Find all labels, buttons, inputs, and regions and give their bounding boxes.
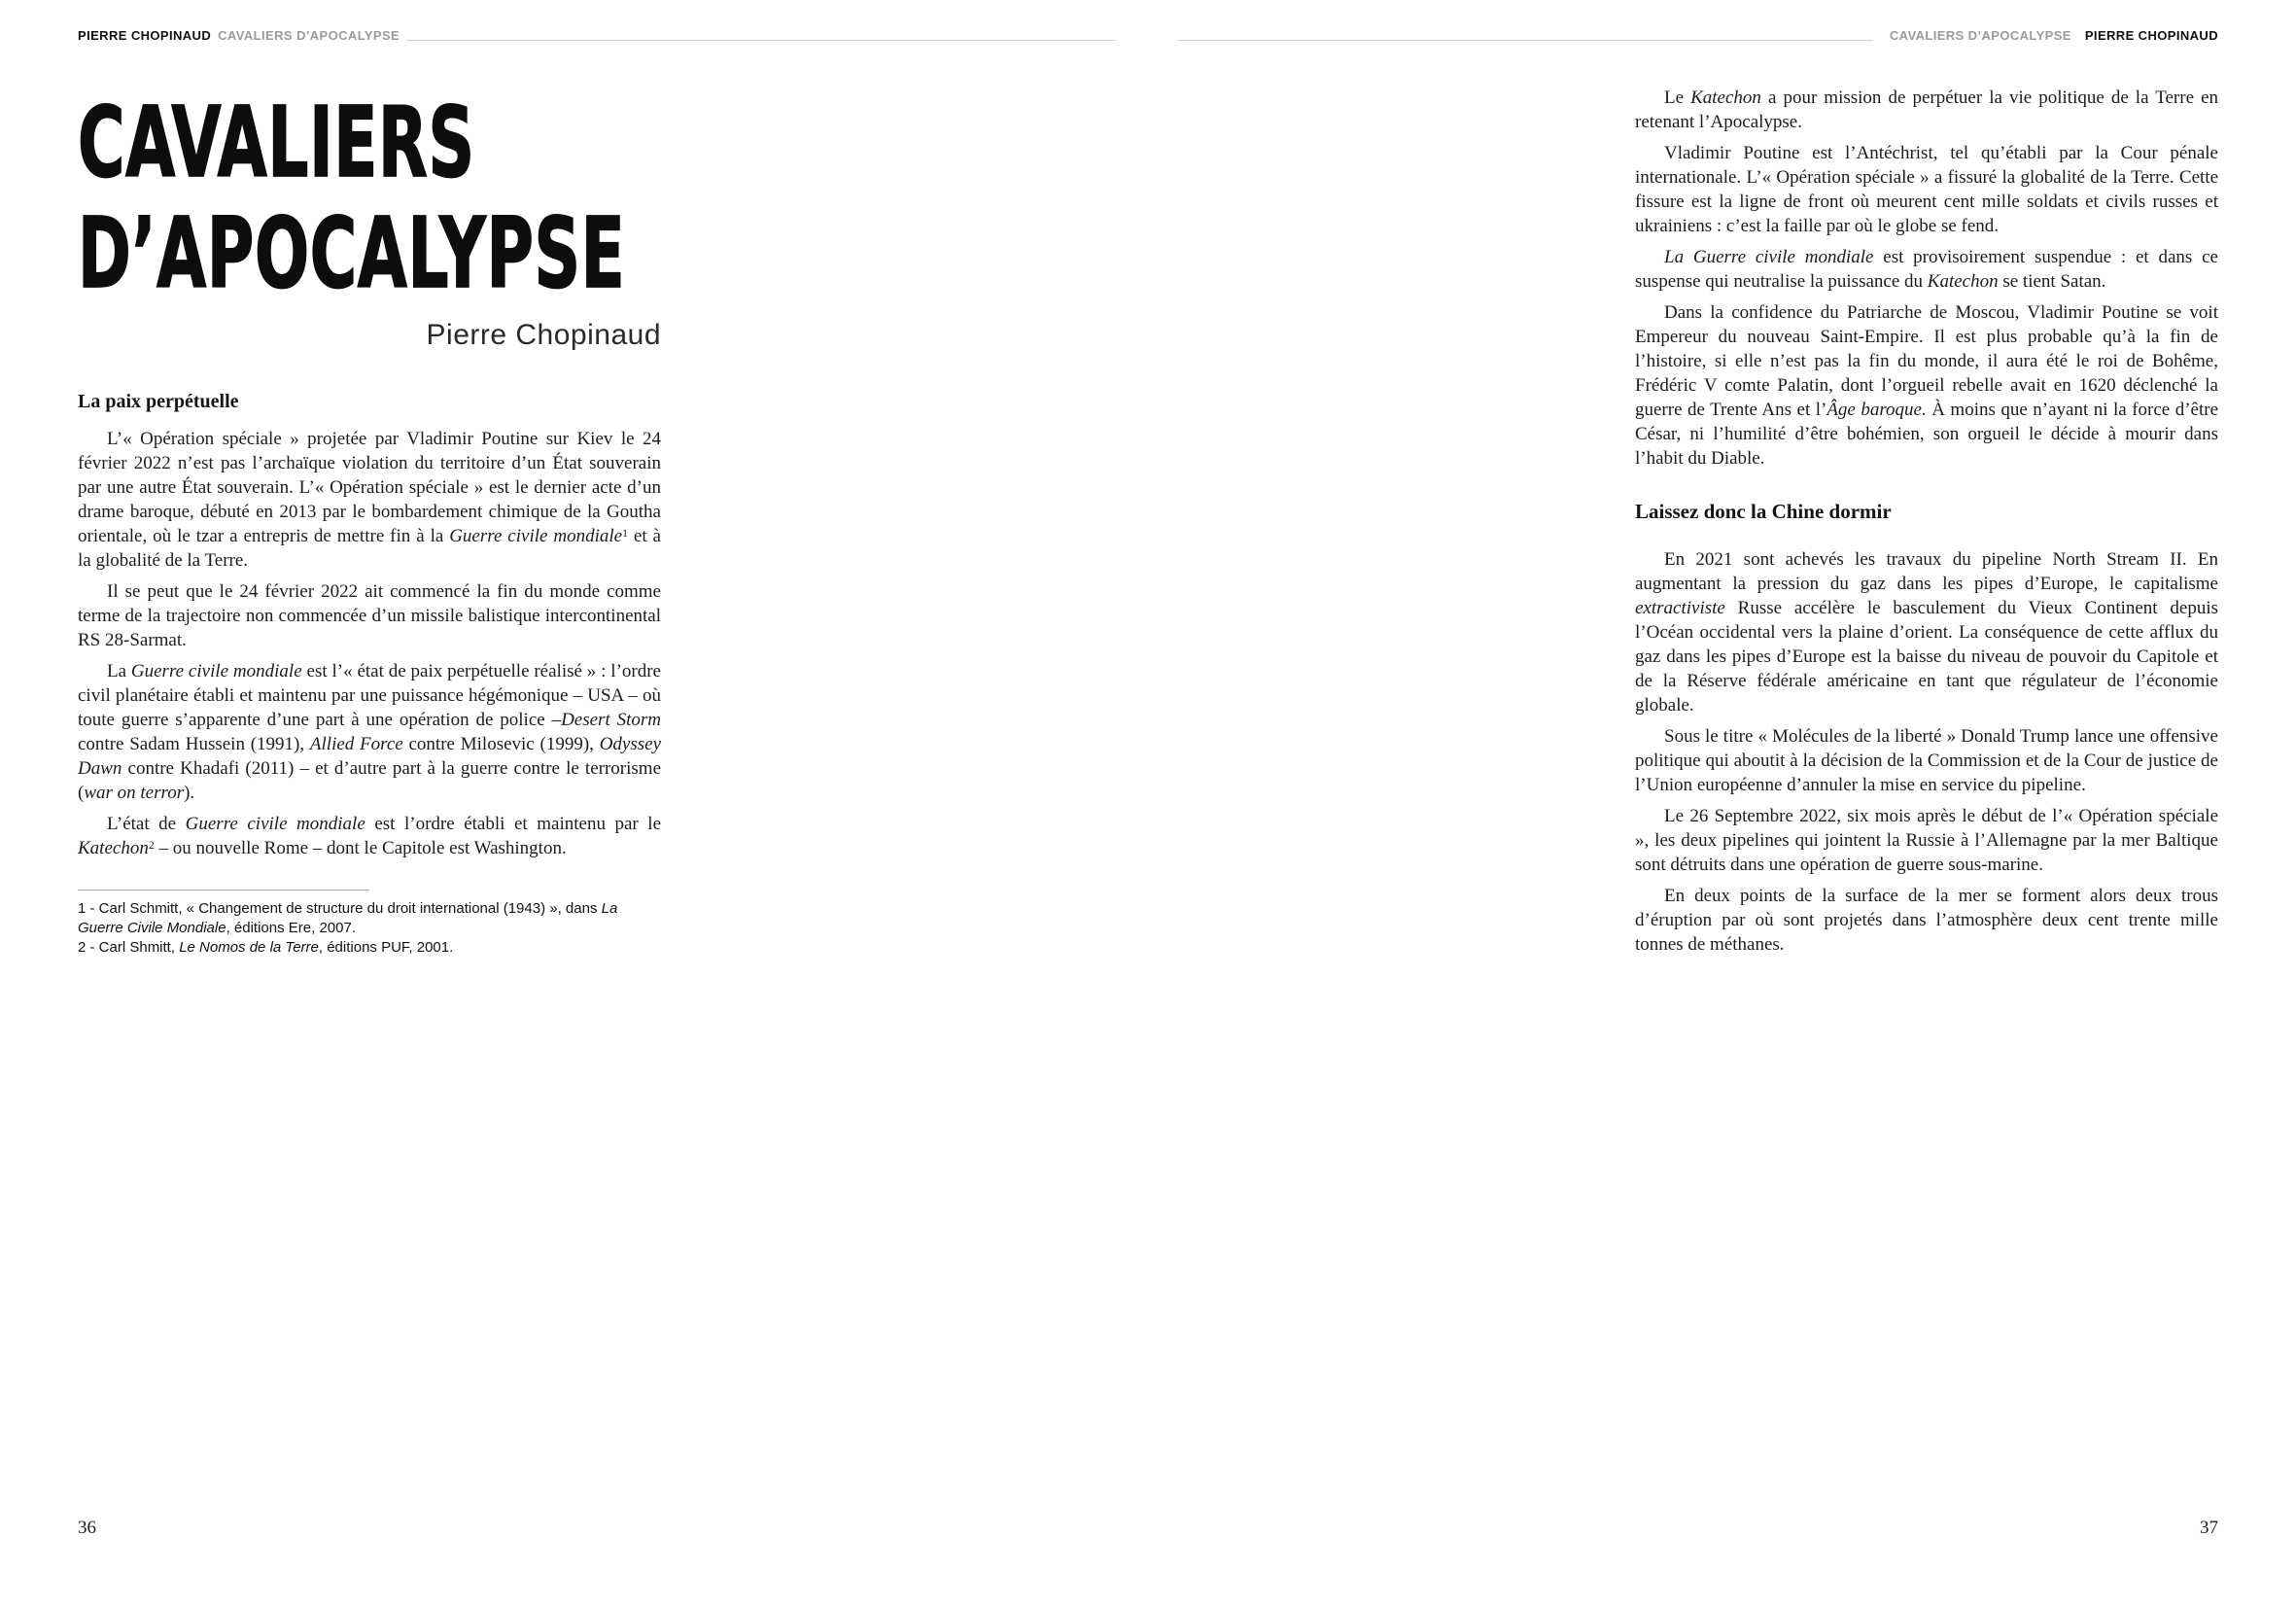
paragraph: L’état de Guerre civile mondiale est l’ordre établi et maintenu par le Katechon$^2$ – ou nouvelle Rome – dont le Capitole est Washington. — [78, 814, 662, 858]
page-right — [1148, 0, 2296, 1607]
text-column-left — [78, 87, 661, 958]
running-header-author: PIERRE CHOPINAUD — [2084, 28, 2218, 43]
book-title — [78, 87, 661, 309]
paragraph: Dans la confidence du Patriarche de Moscou, Vladimir Poutine se voit Empereur du nouveau Saint-Empire. Il est plus probable qu’à la fin de l’histoire, si elle n’est pas la fin du monde, il aura été le roi de Bohême, Frédéric V comte Palatin, dont l’orgueil rebelle avait en 1620 déclenché la guerre de Trente Ans et l’Âge baroque. À moins que n’ayant ni la force d’être César, ni l’humilité d’être bohémien, son orgueil le décide à mourir dans l’habit du Diable. — [1635, 302, 2218, 469]
book-title-line-1: CAVALIERS — [78, 86, 475, 199]
paragraph: La Guerre civile mondiale est l’« état de paix perpétuelle réalisé » : l’ordre civil planétaire établi et maintenu par une puissance hégémonique – USA – où toute guerre s’apparente d’une part à une opération de police –Desert Storm contre Sadam Hussein (1991), Allied Force contre Milosevic (1999), Odyssey Dawn contre Khadafi (2011) – et d’autre part à la guerre contre le terrorisme (war on terror). — [78, 661, 661, 803]
paragraph: Sous le titre « Molécules de la liberté » Donald Trump lance une offensive politique qui aboutit à la décision de la Commission et de la Cour de justice de l’Union européenne d’annuler la mise en service du pipeline. — [1635, 726, 2218, 795]
footnote-rule — [78, 890, 369, 891]
header-rule — [1177, 40, 1873, 41]
header-rule — [406, 40, 1116, 41]
author-name: Pierre Chopinaud — [426, 319, 661, 351]
running-header-left — [78, 27, 1116, 43]
running-header-author: PIERRE CHOPINAUD — [78, 28, 212, 43]
running-header-right — [1177, 27, 2218, 43]
paragraph: En 2021 sont achevés les travaux du pipeline North Stream II. En augmentant la pression du gaz dans les pipes d’Europe, le capitalisme extractiviste Russe accélère le basculement du Vieux Continent depuis l’Océan occidental vers la plaine d’orient. La conséquence de cette afflux du gaz dans les pipes d’Europe est la baisse du niveau de pouvoir du Capitole et de la Réserve fédérale américaine en tant que régulateur de l’économie globale. — [1635, 549, 2218, 716]
paragraph: Il se peut que le 24 février 2022 ait commencé la fin du monde comme terme de la trajectoire non commencée d’un missile balistique intercontinental RS 28-Sarmat. — [78, 581, 661, 650]
paragraph: L’« Opération spéciale » projetée par Vladimir Poutine sur Kiev le 24 février 2022 n’est pas l’archaïque violation du territoire d’un État souverain par une autre État souverain. L’« Opération spéciale » est le dernier acte d’un drame baroque, débuté en 2013 par le bombardement chimique de la Goutha orientale, où le tzar a entrepris de mettre fin à la Guerre civile mondiale$^1$ et à la globalité de la Terre. — [78, 429, 661, 571]
paragraph: Le Katechon a pour mission de perpétuer la vie politique de la Terre en retenant l’Apocalypse. — [1635, 87, 2218, 132]
body-text-right-bottom — [1635, 547, 2218, 957]
running-header-title: CAVALIERS D’APOCALYPSE — [218, 28, 400, 43]
section-heading-left: La paix perpétuelle — [78, 391, 239, 412]
body-text-right-top — [1635, 86, 2218, 471]
running-header-title: CAVALIERS D’APOCALYPSE — [1889, 28, 2071, 43]
body-text-left — [78, 427, 661, 860]
page-number-right: 37 — [2200, 1518, 2218, 1538]
paragraph: La Guerre civile mondiale est provisoirement suspendue : et dans ce suspense qui neutralise la puissance du Katechon se tient Satan. — [1635, 247, 2218, 292]
section-heading-right: Laissez donc la Chine dormir — [1635, 500, 1892, 523]
footnote-2: 2 - Carl Shmitt, Le Nomos de la Terre, éditions PUF, 2001. — [78, 939, 454, 956]
footnote-1: 1 - Carl Schmitt, « Changement de structure du droit international (1943) », dans La Guerre Civile Mondiale, éditions Ere, 2007. — [78, 900, 618, 936]
text-column-right — [1635, 86, 2218, 957]
footnotes — [78, 890, 661, 958]
paragraph: En deux points de la surface de la mer se forment alors deux trous d’éruption par où sont projetés dans l’atmosphère deux cent trente mille tonnes de méthanes. — [1635, 886, 2218, 955]
paragraph: Le 26 Septembre 2022, six mois après le début de l’« Opération spéciale », les deux pipelines qui jointent la Russie à l’Allemagne par la mer Baltique sont détruits dans une opération de guerre sous-marine. — [1635, 806, 2218, 875]
book-title-line-2: D’APOCALYPSE — [78, 196, 626, 310]
page-number-left: 36 — [78, 1518, 96, 1538]
paragraph: Vladimir Poutine est l’Antéchrist, tel qu’établi par la Cour pénale internationale. L’« Opération spéciale » a fissuré la globalité de la Terre. Cette fissure est la ligne de front où meurent cent mille soldats et civils russes et ukrainiens : c’est la faille par où le globe se fend. — [1635, 143, 2218, 236]
